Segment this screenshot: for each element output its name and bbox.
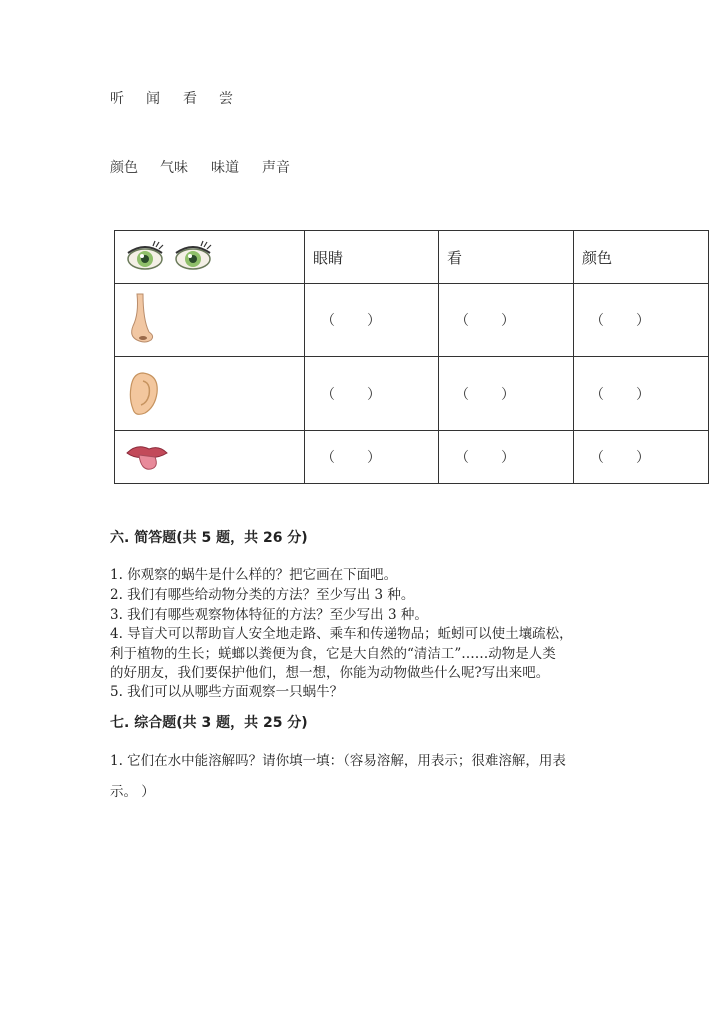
question-4-line3: 的好朋友，我们要保护他们，想一想，你能为动物做些什么呢?写出来吧。 xyxy=(110,665,550,681)
eyes-icon xyxy=(115,231,305,284)
header-eyes: 眼睛 xyxy=(305,231,439,284)
answer-cell[interactable]: （ ） xyxy=(439,284,574,357)
question-4-line1: 4. 导盲犬可以帮助盲人安全地走路、乘车和传递物品；蚯蚓可以使土壤疏松， xyxy=(110,626,573,642)
table-header-row xyxy=(115,231,709,284)
answer-cell[interactable]: （ ） xyxy=(574,431,709,484)
header-color: 颜色 xyxy=(574,231,709,284)
word-qiwei: 气味 xyxy=(160,160,188,176)
nose-icon xyxy=(115,284,305,357)
section7-question-1-line1: 1. 它们在水中能溶解吗？请你填一填：（容易溶解，用表示；很难溶解，用表 xyxy=(110,753,566,769)
word-wen: 闻 xyxy=(146,91,160,107)
word-yanse: 颜色 xyxy=(110,160,138,176)
answer-cell[interactable]: （ ） xyxy=(574,284,709,357)
word-chang: 尝 xyxy=(219,91,233,107)
table-row xyxy=(115,357,709,431)
table-row xyxy=(115,431,709,484)
section6-title: 六. 简答题(共 5 题，共 26 分) xyxy=(110,530,308,546)
word-kan: 看 xyxy=(183,91,197,107)
tongue-icon xyxy=(115,431,305,484)
word-ting: 听 xyxy=(110,91,124,107)
question-1: 1. 你观察的蜗牛是什么样的？把它画在下面吧。 xyxy=(110,567,398,583)
header-look: 看 xyxy=(439,231,574,284)
question-3: 3. 我们有哪些观察物体特征的方法？至少写出 3 种。 xyxy=(110,607,428,623)
word-weidao: 味道 xyxy=(211,160,239,176)
answer-cell[interactable]: （ ） xyxy=(574,357,709,431)
section7-question-1-line2: 示。 ） xyxy=(110,784,155,800)
table-row xyxy=(115,284,709,357)
answer-cell[interactable]: （ ） xyxy=(305,284,439,357)
answer-cell[interactable]: （ ） xyxy=(305,357,439,431)
answer-cell[interactable]: （ ） xyxy=(439,431,574,484)
sense-table xyxy=(114,230,709,484)
word-shengyin: 声音 xyxy=(262,160,290,176)
ear-icon xyxy=(115,357,305,431)
question-5: 5. 我们可以从哪些方面观察一只蜗牛？ xyxy=(110,684,344,700)
answer-cell[interactable]: （ ） xyxy=(305,431,439,484)
question-2: 2. 我们有哪些给动物分类的方法？至少写出 3 种。 xyxy=(110,587,415,603)
answer-cell[interactable]: （ ） xyxy=(439,357,574,431)
question-4-line2: 利于植物的生长；蜣螂以粪便为食，它是大自然的“清洁工”……动物是人类 xyxy=(110,646,556,662)
section7-title: 七. 综合题(共 3 题，共 25 分) xyxy=(110,715,308,731)
